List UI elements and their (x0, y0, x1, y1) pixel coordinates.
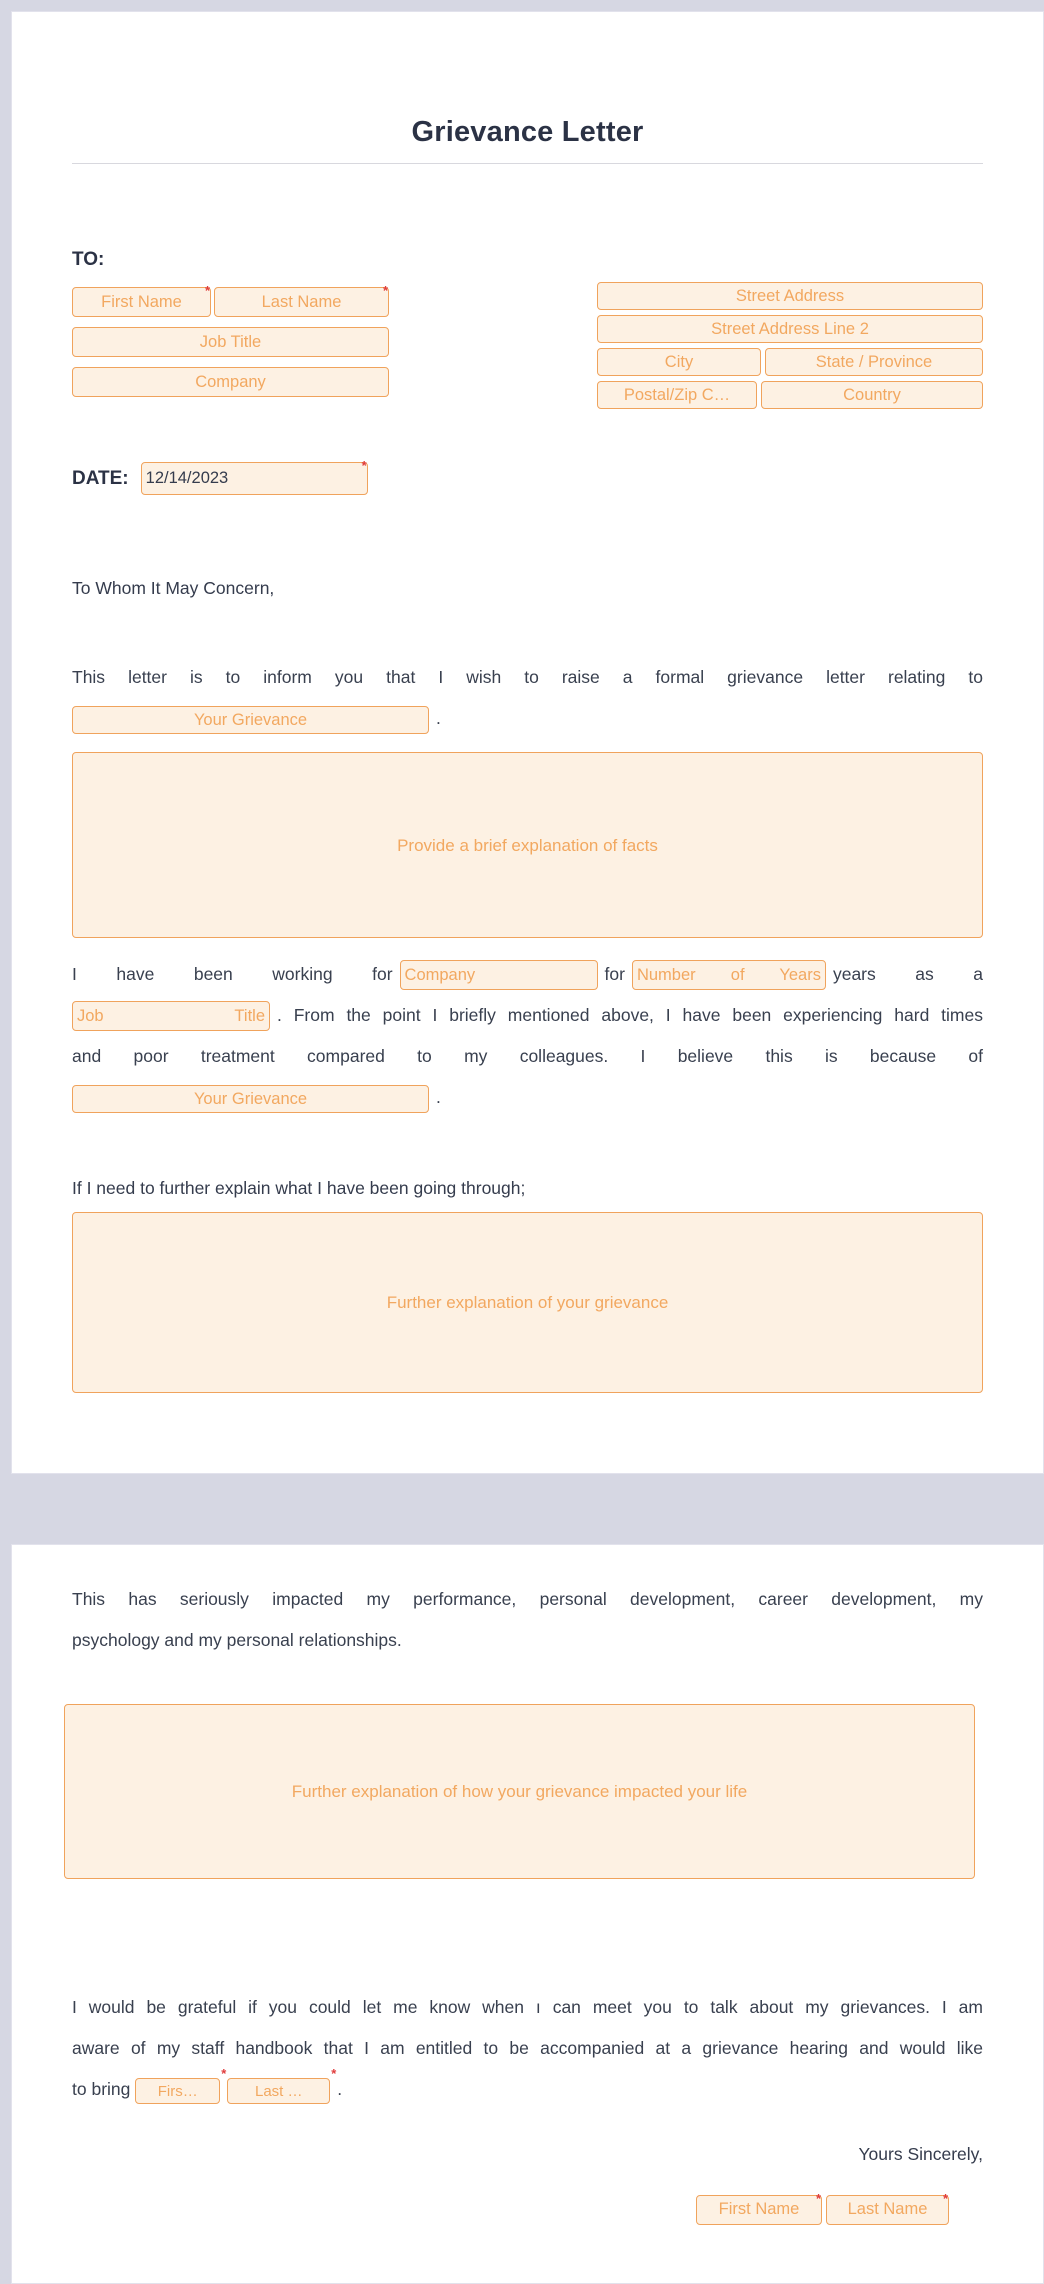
required-asterisk: * (942, 2190, 948, 2206)
state-input[interactable] (765, 348, 983, 376)
facts-textarea[interactable] (72, 752, 983, 938)
required-asterisk: * (204, 283, 210, 298)
your-grievance-input-2[interactable] (72, 1085, 429, 1113)
paragraph-line (72, 1036, 983, 1077)
postal-country-row (597, 381, 983, 409)
date-input[interactable] (141, 462, 368, 495)
salutation: To Whom It May Concern, (72, 578, 275, 598)
city-state-row (597, 348, 983, 376)
paragraph-text: . (436, 1086, 441, 1107)
postal-code-input[interactable] (597, 381, 757, 409)
paragraph-line (72, 1987, 983, 2028)
signature-first-name-wrap (696, 2190, 822, 2225)
recipient-address-section (72, 282, 983, 414)
required-asterisk: * (382, 283, 388, 298)
paragraph-text: aware of my staff handbook that I am entitled to be accompanied at a grievance hearing and would like (72, 2038, 983, 2058)
paragraph-text: to bring (72, 2079, 131, 2099)
company-row (72, 367, 389, 397)
paragraph-text: and poor treatment compared to my colleagues. I believe this is because of (72, 1045, 983, 1066)
job-title-input[interactable] (72, 327, 389, 357)
paragraph-text: This letter is to inform you that I wish to raise a formal grievance letter relating to (72, 667, 983, 687)
grievance-field-wrap (72, 699, 436, 740)
job-title-inline-input[interactable] (72, 1001, 270, 1031)
first-name-field-wrap (72, 283, 211, 317)
paragraph-line (72, 995, 983, 1036)
signature-last-name-wrap (826, 2190, 949, 2225)
last-name-field-wrap (214, 283, 389, 317)
required-asterisk: * (331, 2065, 337, 2081)
to-label: TO: (72, 249, 105, 270)
paragraph-line (72, 954, 983, 995)
paragraph-line (72, 1077, 983, 1119)
companion-first-name-wrap (135, 2065, 227, 2111)
signature-name-fields (72, 2190, 983, 2225)
address-fields (597, 282, 983, 414)
country-input[interactable] (761, 381, 983, 409)
paragraph-line (72, 1620, 983, 1661)
letter-page-1 (11, 11, 1044, 1474)
letter-page-2 (11, 1544, 1044, 2284)
signature-last-name-input[interactable] (826, 2195, 949, 2225)
paragraph-line (72, 2065, 983, 2111)
required-asterisk: * (815, 2190, 821, 2206)
number-of-years-input[interactable] (632, 960, 826, 990)
body-paragraph-2 (72, 954, 983, 1119)
impact-textarea[interactable] (64, 1704, 975, 1879)
paragraph-text: . (436, 708, 441, 728)
page-title: Grievance Letter (411, 116, 644, 148)
closing-paragraph (72, 1987, 983, 2111)
street-address-2-input[interactable] (597, 315, 983, 343)
company-inline-input[interactable] (400, 960, 598, 990)
title-divider (72, 163, 983, 164)
further-explanation-textarea[interactable] (72, 1212, 983, 1393)
street2-row (597, 315, 983, 343)
job-title-row (72, 327, 389, 357)
paragraph-text: psychology and my personal relationships. (72, 1630, 402, 1650)
companion-last-name-input[interactable] (227, 2078, 330, 2104)
your-grievance-input[interactable] (72, 706, 429, 734)
body-paragraph-1 (72, 657, 983, 740)
first-name-input[interactable] (72, 287, 211, 317)
last-name-input[interactable] (214, 287, 389, 317)
further-explain-intro: If I need to further explain what I have been going through; (72, 1177, 526, 1198)
date-field-wrap (129, 458, 368, 495)
paragraph-line (72, 657, 983, 698)
paragraph-line (72, 1579, 983, 1620)
street-address-input[interactable] (597, 282, 983, 310)
paragraph-line (72, 698, 983, 740)
paragraph-text: I have been working for (72, 963, 393, 984)
street-row (597, 282, 983, 310)
paragraph-text: years as a (832, 963, 984, 984)
date-section (72, 458, 983, 495)
date-label: DATE: (72, 467, 129, 489)
paragraph-text: This has seriously impacted my performance, personal development, career development, my (72, 1589, 983, 1609)
paragraph-line (72, 2028, 983, 2069)
grievance-field-wrap (72, 1078, 436, 1119)
companion-last-name-wrap (227, 2065, 337, 2111)
required-asterisk: * (221, 2065, 227, 2081)
required-asterisk: * (361, 458, 367, 473)
recipient-fields (72, 283, 389, 414)
name-row (72, 283, 389, 317)
paragraph-text: I would be grateful if you could let me know when ı can meet you to talk about my grievances. I am (72, 1997, 983, 2017)
signature-first-name-input[interactable] (696, 2195, 822, 2225)
paragraph-text: for (604, 963, 625, 984)
closing-salutation: Yours Sincerely, (858, 2143, 983, 2164)
impact-paragraph (72, 1579, 983, 1661)
paragraph-text: . From the point I briefly mentioned above, I have been experiencing hard times (277, 1004, 983, 1025)
paragraph-text: . (337, 2079, 343, 2099)
company-input[interactable] (72, 367, 389, 397)
city-input[interactable] (597, 348, 761, 376)
companion-first-name-input[interactable] (135, 2078, 220, 2104)
